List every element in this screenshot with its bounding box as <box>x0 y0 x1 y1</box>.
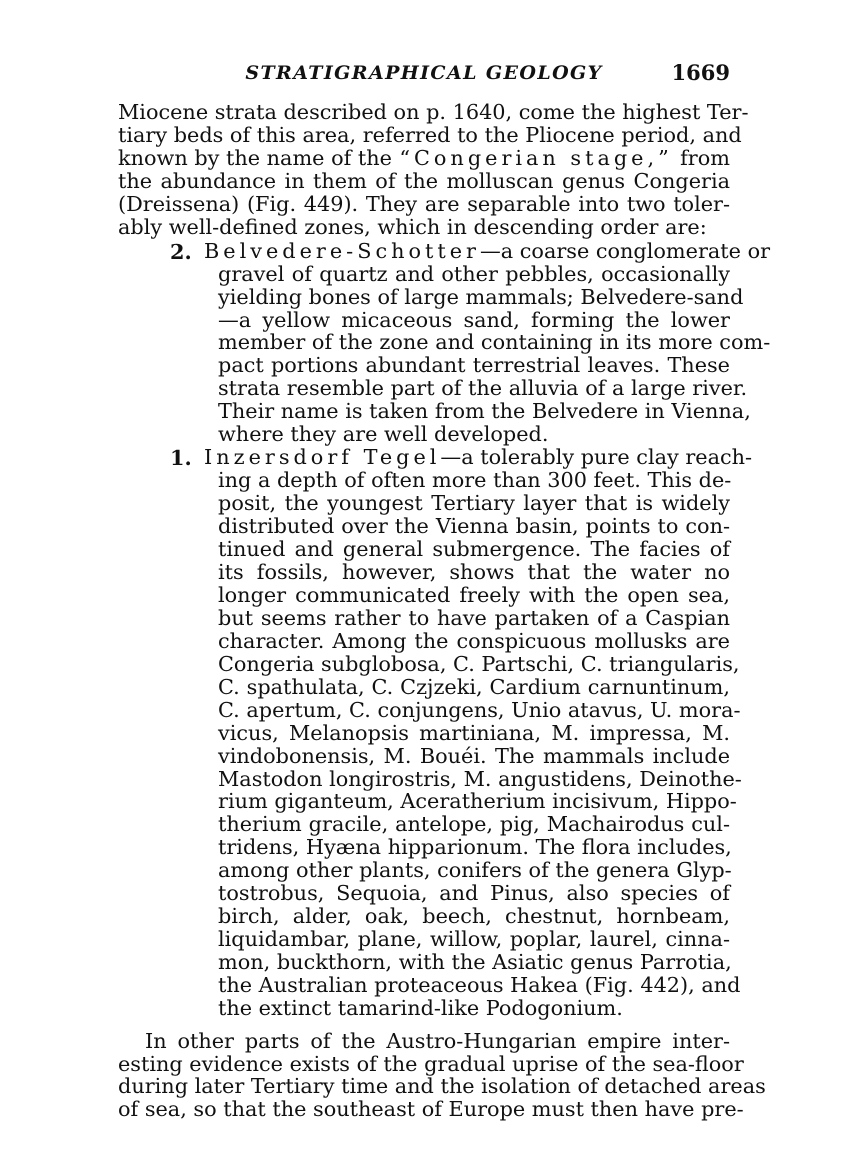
text-line: tostrobus, Sequoia, and Pinus, also species of <box>218 881 730 906</box>
zone-number: 2. <box>170 238 192 264</box>
text-line: C. spathulata, C. Czjzeki, Cardium carnuntinum, <box>218 674 730 699</box>
text-line: posit, the youngest Tertiary layer that is widely <box>218 491 730 516</box>
text-line: distributed over the Vienna basin, points to con- <box>218 514 730 539</box>
text-line: pact portions abundant terrestrial leaves. These <box>218 353 730 378</box>
text-line: Miocene strata described on p. 1640, come the highest Ter- <box>118 100 749 124</box>
text-line <box>204 238 771 263</box>
text-line: esting evidence exists of the gradual uprise of the sea-floor <box>118 1051 744 1076</box>
text-line: rium giganteum, Aceratherium incisivum, Hippo- <box>218 789 737 814</box>
zone-number: 1. <box>170 445 192 471</box>
text-line: character. Among the conspicuous mollusks are <box>218 628 730 653</box>
text-line: the abundance in them of the molluscan genus Congeria <box>118 168 730 193</box>
text-line: tinued and general submergence. The facies of <box>218 537 730 562</box>
text-line <box>118 147 730 170</box>
text-line: tiary beds of this area, referred to the Pliocene period, and <box>118 122 742 147</box>
text-line: vindobonensis, M. Bouéi. The mammals include <box>218 743 730 768</box>
text-line: yielding bones of large mammals; Belvedere-sand <box>218 284 744 309</box>
text-line <box>204 445 753 470</box>
text-line: ably well-defined zones, which in descending order are: <box>118 214 707 239</box>
text-line: gravel of quartz and other pebbles, occasionally <box>218 261 730 286</box>
text-line: strata resemble part of the alluvia of a large river. <box>218 376 748 401</box>
text-line: Mastodon longirostris, M. angustidens, Deinothe- <box>218 766 742 791</box>
text-line: but seems rather to have partaken of a Caspian <box>218 605 730 630</box>
text-line: among other plants, conifers of the genera Glyp- <box>218 858 732 883</box>
text-line: its fossils, however, shows that the water no <box>218 559 730 584</box>
text-line: the extinct tamarind-like Podogonium. <box>218 996 623 1021</box>
text-fragment: —a coarse conglomerate or <box>479 238 771 263</box>
text-line: the Australian proteaceous Hakea (Fig. 442), and <box>218 973 741 998</box>
text-line: where they are well developed. <box>218 422 549 447</box>
text-line: of sea, so that the southeast of Europe must then have pre- <box>118 1097 744 1122</box>
page-header <box>118 60 730 92</box>
text-fragment: —a tolerably pure clay reach- <box>440 445 753 470</box>
text-line: member of the zone and containing in its more com- <box>218 330 771 355</box>
text-line: vicus, Melanopsis martiniana, M. impressa, M. <box>218 720 730 745</box>
text-line: Their name is taken from the Belvedere in Vienna, <box>218 399 751 424</box>
text-line: In other parts of the Austro-Hungarian empire inter- <box>145 1028 730 1053</box>
text-fragment: from <box>680 145 730 170</box>
stage-name: “Congerian stage,” <box>399 145 673 170</box>
text-line: —a yellow micaceous sand, forming the lower <box>218 307 730 332</box>
text-line: during later Tertiary time and the isolation of detached areas <box>118 1074 766 1099</box>
running-title: STRATIGRAPHICAL GEOLOGY <box>245 62 603 84</box>
text-line: (Dreissena) (Fig. 449). They are separable into two toler- <box>118 191 730 216</box>
text-line: longer communicated freely with the open sea, <box>218 582 730 607</box>
text-line: liquidambar, plane, willow, poplar, laurel, cinna- <box>218 927 730 952</box>
text-line: Congeria subglobosa, C. Partschi, C. triangularis, <box>218 651 740 676</box>
zone-name: Belvedere-Schotter <box>204 238 480 263</box>
text-line: C. apertum, C. conjungens, Unio atavus, U. mora- <box>218 697 741 722</box>
zone-name: Inzersdorf Tegel <box>204 445 441 470</box>
text-line: mon, buckthorn, with the Asiatic genus Parrotia, <box>218 950 732 975</box>
text-line: birch, alder, oak, beech, chestnut, hornbeam, <box>218 904 730 929</box>
page-number: 1669 <box>671 60 730 85</box>
text-line: tridens, Hyæna hipparionum. The flora includes, <box>218 835 732 860</box>
text-fragment: known by the name of the <box>118 145 392 170</box>
text-line: therium gracile, antelope, pig, Machairodus cul- <box>218 812 730 837</box>
text-line: ing a depth of often more than 300 feet. This de- <box>218 468 732 493</box>
